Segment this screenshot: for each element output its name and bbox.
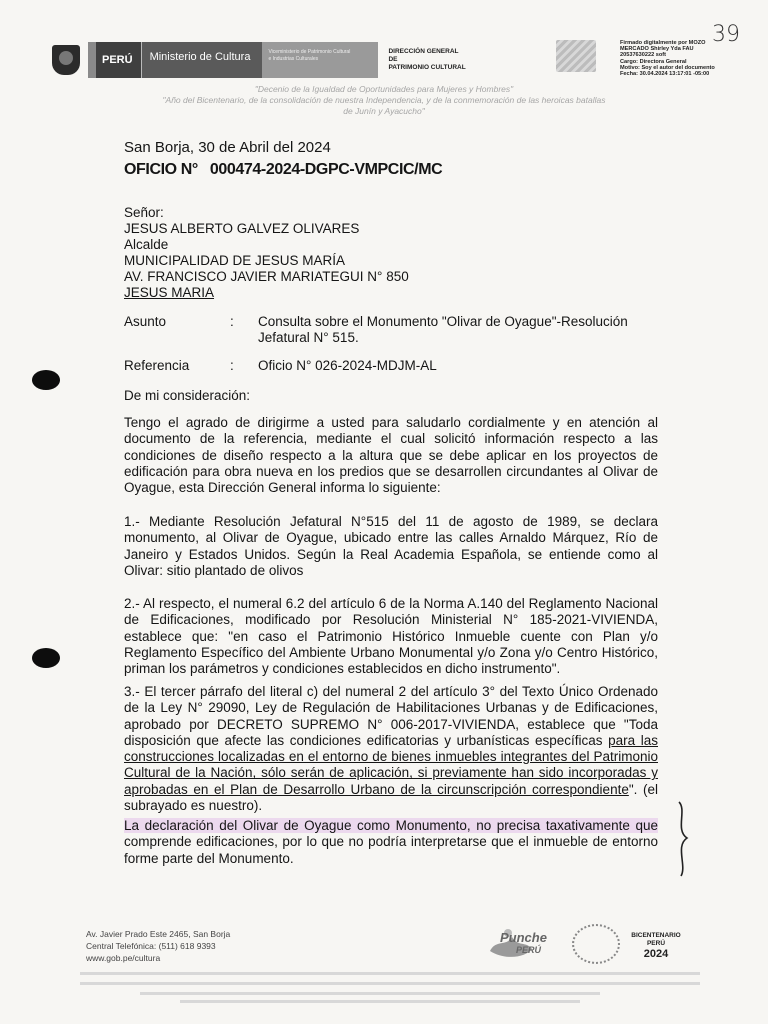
letter-date: San Borja, 30 de Abril del 2024 [124,139,331,156]
footer-address [86,928,230,964]
signature-line: Firmado digitalmente por MOZO [620,40,706,46]
signature-line: MERCADO Shirley Yda FAU [620,46,694,53]
salutation: De mi consideración: [124,388,251,403]
handwritten-page-number: 39 [712,22,740,47]
subject-text: Consulta sobre el Monumento "Olivar de Oyague"-Resolución Jefatural N° 515. [258,314,628,345]
slogan-line1: "Decenio de la Igualdad de Oportunidades para Mujeres y Hombres" [254,84,514,94]
recipient-district: JESUS MARIA [124,285,215,300]
letterhead [52,40,468,80]
recipient-address: AV. FRANCISCO JAVIER MARIATEGUI N° 850 [124,269,409,284]
paragraph-4 [124,818,658,867]
directorate-name [388,48,468,72]
viceministry-line2: e Industrias Culturales [268,56,319,62]
footer-address-line: Av. Javier Prado Este 2465, San Borja [86,929,231,939]
paragraph-3 [124,684,658,814]
recipient-entity: MUNICIPALIDAD DE JESUS MARÍA [124,253,346,268]
signature-line: Motivo: Soy el autor del documento [620,64,715,71]
recipient-name: JESUS ALBERTO GALVEZ OLIVARES [124,221,360,236]
footer-phone: Central Telefónica: (511) 618 9393 [86,941,216,951]
bicentenario-year: 2024 [643,948,669,960]
oficio-code: 000474-2024-DGPC-VMPCIC/MC [209,161,443,178]
recipient-block [124,205,409,301]
punche-peru-word: PERÚ [516,945,542,955]
directorate-line2: PATRIMONIO CULTURAL [388,64,466,71]
paragraph-4-highlighted: La declaración del Olivar de Oyague como Monumento, no precisa taxativamente que [124,818,658,833]
oficio-label: OFICIO N° [124,161,198,178]
footer-fine-print [80,972,700,975]
handwritten-bracket [673,800,695,878]
paragraph-3-part2: ". (el subrayado es nuestro). [124,781,658,814]
punch-hole [32,648,60,668]
bicentenario-sun-icon [572,924,620,964]
paragraph-3-underlined: para las construcciones localizadas en el entorno de bienes inmuebles integrantes del Patrimonio Cultural de la Nación, sólo serán de aplicación, si previamente han sido incorporadas y aprobadas en el Plan de Desarrollo Urbano de la circunscripción correspondiente [124,732,658,797]
reference-colon: : [230,358,234,373]
paragraph-2: 2.- Al respecto, el numeral 6.2 del artículo 6 de la Norma A.140 del Reglamento Nacional de Edificaciones, modificado por Resolución Ministerial N° 185-2021-VIVIENDA, establece que: "en caso el Patrimonio Histórico Inmueble cuente con Plan y/o Reglamento Específico del Ambiente Urbano Monumental y/o Zona y/o Centro Histórico, priman los parámetros y condiciones establecidos en dicho instrumento". [124,596,658,677]
slogan-line2: "Año del Bicentenario, de la consolidación de nuestra Independencia, y de la conmemoración de las heroicas batallas [162,95,606,105]
recipient-salutation: Señor: [124,205,164,220]
paragraph-1: 1.- Mediante Resolución Jefatural N°515 del 11 de agosto de 1989, se declara monumento, al Olivar de Oyague, ubicado entre las calles Arnaldo Márquez, Río de Janeiro y Estados Unidos. Según la Real Academia Española, se entiende como al Olivar: sitio plantado de olivos [124,514,658,578]
punche-word: Punche [500,930,547,945]
slogan-line3: de Junín y Ayacucho" [343,106,425,116]
footer-fine-print [180,1000,580,1003]
paragraph-4-rest: comprende edificaciones, por lo que no podría interpretarse que el inmueble de entorno forme parte del Monumento. [124,834,658,866]
peru-label: PERÚ [96,42,142,78]
directorate-line1: DIRECCIÓN GENERAL DE [388,48,459,63]
recipient-title: Alcalde [124,237,169,252]
bicentenario-line1: BICENTENARIO [631,932,681,939]
reference-text: Oficio N° 026-2024-MDJM-AL [258,358,437,373]
slogans [0,84,768,117]
coat-of-arms-icon [52,45,80,75]
bicentenario-logo [628,932,684,960]
footer-fine-print [140,992,600,995]
viceministry-box [262,42,378,78]
flag-icon [88,42,96,78]
oficio-number [124,162,442,179]
footer-fine-print [80,982,700,985]
punche-logo-text [500,930,547,955]
subject-label: Asunto [124,314,167,329]
signature-line: Cargo: Directora General [620,58,687,65]
punch-hole [32,370,60,390]
footer-website: www.gob.pe/cultura [86,953,161,963]
paragraph-3-part1: 3.- El tercer párrafo del literal c) del numeral 2 del artículo 3° del Texto Único Ordenado de la Ley N° 29090, Ley de Regulación de Habilitaciones Urbanas y de Edificaciones, aprobado por DECRETO SUPREMO N° 006-2017-VIVIENDA, establece que "Toda disposición que afecte las condiciones edificatorias y urbanísticas específicas [124,684,658,748]
reference-label: Referencia [124,358,190,373]
ministry-name: Ministerio de Cultura [142,42,263,78]
paragraph-intro: Tengo el agrado de dirigirme a usted para saludarlo cordialmente y en atención al documento de la referencia, mediante el cual solicitó información respecto a las condiciones de diseño respecto a la altura que se debe aplicar en los proyectos de edificación para obra nueva en los predios que se desarrollen circundantes al Olivar de Oyague, esta Dirección General informa lo siguiente: [124,415,658,496]
digital-signature-logo [556,40,596,72]
viceministry-line1: Viceministerio de Patrimonio Cultural [268,49,351,55]
ministry-logo [88,42,378,78]
signature-line: 20537630222 soft [620,52,667,59]
subject-colon: : [230,314,234,329]
bicentenario-line2: PERÚ [646,940,666,947]
signature-line: Fecha: 30.04.2024 13:17:01 -05:00 [620,71,710,78]
